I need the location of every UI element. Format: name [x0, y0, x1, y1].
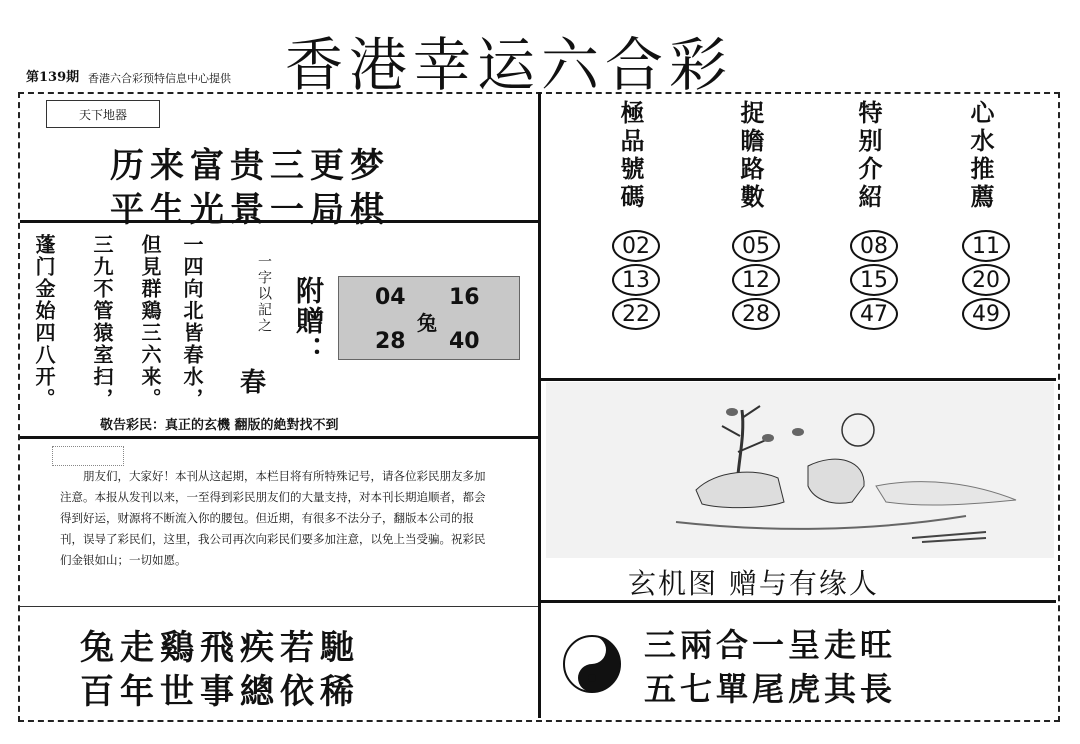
- column-heading: 心水推薦: [966, 100, 995, 212]
- column-heading: 極品號碼: [616, 100, 645, 212]
- riddle-label: 一字以記之: [256, 254, 272, 334]
- divider-left-3: [20, 606, 538, 607]
- number-ball: 20: [962, 264, 1010, 296]
- final-poem-line1: 三兩合一呈走旺: [644, 626, 897, 664]
- number-ball: 15: [850, 264, 898, 296]
- editorial-paragraph: 朋友们，大家好！本刊从这起期，本栏目将有所特殊记号，请各位彩民朋友多加注意。本报从发刊以来，一至得到彩民朋友们的大量支持，对本刊长期追顺者，都会得到好运，财源将不断流入你的腰包。但近期，有很多不法分子，翻版本公司的报刊，误导了彩民们，这里，我公司再次向彩民们要多加注意，以免上当受骗。祝彩民们金银如山；一切如愿。: [60, 469, 486, 567]
- verse-col-4: 蓬门金始四八开。: [32, 234, 56, 410]
- issue-number: 第139期: [26, 70, 80, 85]
- gift-number: 40: [449, 329, 480, 354]
- gift-number: 16: [449, 285, 480, 310]
- page-title: 香港幸运六合彩: [285, 31, 734, 99]
- verse-col-2: 但見群鶏三六来。: [138, 234, 162, 410]
- verse-col-3: 三九不管猿室扫，: [90, 234, 114, 410]
- number-ball: 08: [850, 230, 898, 262]
- number-ball: 05: [732, 230, 780, 262]
- number-ball: 47: [850, 298, 898, 330]
- divider-left-2: [20, 436, 538, 439]
- gift-number: 04: [375, 285, 406, 310]
- number-ball: 02: [612, 230, 660, 262]
- gift-number: 28: [375, 329, 406, 354]
- number-ball: 22: [612, 298, 660, 330]
- gift-number-box: [338, 276, 520, 360]
- stamp-badge: 天下地器: [46, 100, 160, 128]
- riddle-answer: 春: [240, 368, 267, 398]
- gift-label: 附贈：: [292, 276, 325, 366]
- yin-yang-icon: [562, 634, 622, 698]
- poem2-line2: 百年世事總依稀: [80, 672, 360, 712]
- goat-tree-drawing: [546, 382, 1054, 558]
- poem1-line1: 历来富贵三更梦: [110, 146, 390, 186]
- column-heading: 特别介紹: [854, 100, 883, 212]
- number-ball: 12: [732, 264, 780, 296]
- notice-text: 敬告彩民：真正的玄機 翻版的絶對找不到: [100, 418, 339, 433]
- divider-right-1: [540, 378, 1056, 381]
- poem1-line2: 平生光景一局棋: [110, 190, 390, 230]
- number-ball: 13: [612, 264, 660, 296]
- picture-caption: 玄机图 赠与有缘人: [628, 567, 879, 600]
- number-ball: 28: [732, 298, 780, 330]
- verse-col-1: 一四向北皆春水，: [180, 234, 204, 410]
- puzzle-illustration: [546, 382, 1054, 558]
- poem2-line1: 兔走鷄飛疾若馳: [80, 628, 360, 668]
- smudge-mark: [52, 446, 124, 466]
- issue-source: 香港六合彩预特信息中心提供: [88, 72, 231, 85]
- center-divider: [538, 92, 541, 718]
- final-poem-line2: 五七單尾虎其長: [644, 670, 897, 708]
- number-ball: 11: [962, 230, 1010, 262]
- column-heading: 捉瞻路數: [736, 100, 765, 212]
- number-ball: 49: [962, 298, 1010, 330]
- gift-zodiac: 兔: [417, 311, 437, 335]
